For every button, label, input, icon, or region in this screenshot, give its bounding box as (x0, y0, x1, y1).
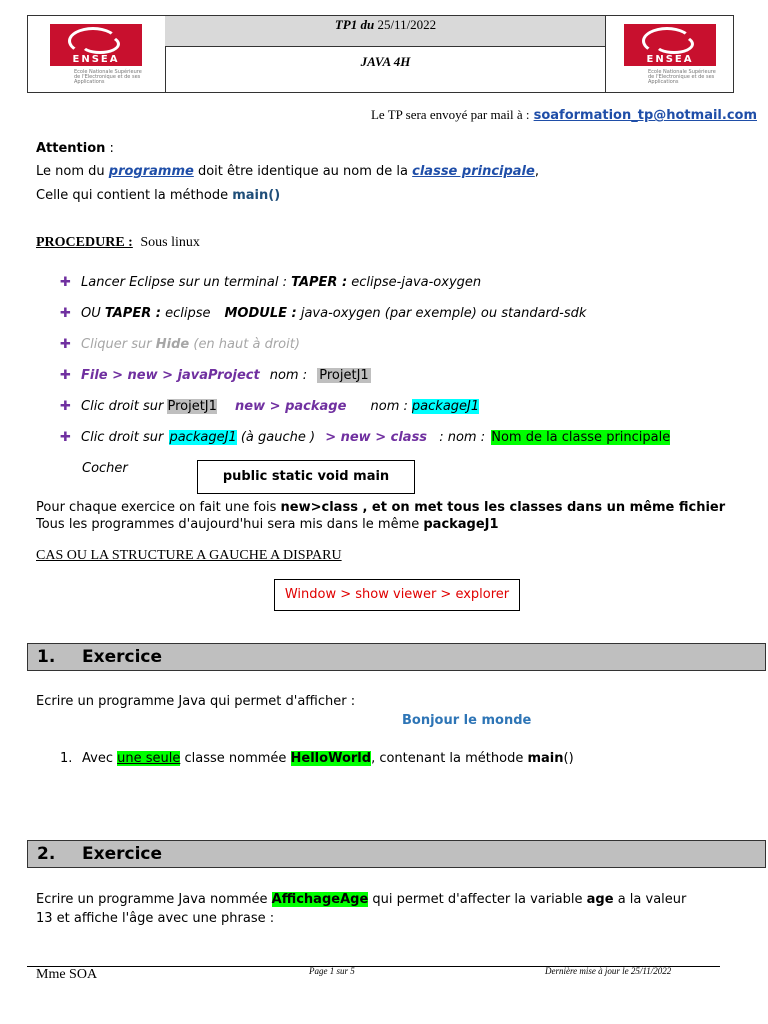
text: (en haut à droit) (189, 337, 300, 352)
bullet-icon: ✚ (60, 306, 71, 321)
text: Pour chaque exercice on fait une fois (36, 500, 281, 515)
ex1-item-number: 1. (60, 751, 73, 766)
text: Celle qui contient la méthode (36, 188, 233, 203)
text: Ecrire un programme Java nommée (36, 892, 272, 907)
mail-line (371, 107, 757, 123)
step-3 (81, 337, 300, 352)
text: Cliquer sur (81, 337, 156, 352)
text: () (563, 751, 574, 766)
classe-principale-link[interactable]: classe principale (412, 164, 535, 179)
programme-link[interactable]: programme (108, 164, 194, 179)
cocher-label: Cocher (82, 461, 128, 476)
text: Tous les programmes d'aujourd'hui sera mis dans le même (36, 517, 424, 532)
text: OU (81, 306, 105, 321)
procedure-title: PROCEDURE : (36, 235, 133, 250)
text: Avec (82, 751, 118, 766)
project-name: ProjetJ1 (319, 368, 369, 383)
highlight: une seule (117, 751, 181, 766)
logo-left-cell (28, 16, 166, 92)
text: Hide (155, 337, 190, 352)
step-2 (81, 306, 586, 321)
text: doit être identique au nom de la (193, 164, 413, 179)
class-name: Nom de la classe principale (491, 430, 671, 445)
bullet-icon: ✚ (60, 275, 71, 290)
tp-date: 25/11/2022 (377, 17, 437, 32)
attention-colon: : (105, 141, 114, 156)
logo-subtitle-right: Ecole Nationale Supérieure de l'Electronique et de ses Applications (648, 69, 716, 85)
logo-subtitle: Ecole Nationale Supérieure de l'Electronique et de ses Applications (74, 69, 142, 85)
text: TAPER : (104, 306, 161, 321)
text: (à gauche ) (236, 430, 316, 445)
footer-updated: Dernière mise à jour le 25/11/2022 (545, 966, 672, 976)
bullet-icon: ✚ (60, 337, 71, 352)
step-5 (81, 399, 479, 414)
text: a la valeur (613, 892, 687, 907)
logo-right-cell (605, 16, 733, 92)
note-1 (36, 500, 725, 515)
text: age (586, 892, 614, 907)
text: , contenant la méthode (371, 751, 528, 766)
attention-heading (36, 141, 114, 156)
text: java-oxygen (par exemple) ou standard-sdk (296, 306, 587, 321)
bullet-icon: ✚ (60, 399, 71, 414)
text: nom : (269, 368, 308, 383)
text: TAPER : (291, 275, 348, 290)
exercise-2-header (27, 840, 766, 868)
section-title: Exercice (82, 647, 163, 667)
mail-link[interactable]: soaformation_tp@hotmail.com (533, 108, 757, 123)
attention-line-2 (36, 188, 280, 203)
logo-text: ENSEA (72, 54, 120, 65)
procedure-heading (36, 235, 200, 251)
tp-prefix: TP1 du (334, 17, 375, 32)
section-title: Exercice (82, 844, 163, 864)
text: MODULE : (224, 306, 297, 321)
class-name: HelloWorld (290, 751, 372, 766)
text: classe nommée (180, 751, 291, 766)
ensea-logo-right (624, 24, 716, 66)
ensea-logo (50, 24, 142, 66)
footer-author: Mme SOA (36, 967, 98, 982)
text: nom : (370, 399, 408, 414)
step-4 (81, 368, 371, 383)
text: packageJ1 (423, 517, 499, 532)
step-6 (81, 430, 670, 445)
explorer-menu-path-box: Window > show viewer > explorer (274, 579, 520, 611)
mail-label: Le TP sera envoyé par mail à : (370, 107, 530, 122)
course-title: JAVA 4H (360, 54, 411, 69)
menu-path: new > package (235, 399, 347, 414)
main-checkbox-box: public static void main (197, 460, 415, 494)
header-table (27, 15, 734, 93)
note-2 (36, 517, 499, 532)
text: Clic droit sur (81, 430, 168, 445)
ex1-item-1 (82, 751, 574, 766)
text: eclipse (160, 306, 211, 321)
text: eclipse-java-oxygen (347, 275, 482, 290)
exercise-1-header (27, 643, 766, 671)
class-name: AffichageAge (271, 892, 369, 907)
section-number: 1. (37, 647, 56, 667)
text: Lancer Eclipse sur un terminal : (81, 275, 292, 290)
footer-page: Page 1 sur 5 (309, 966, 355, 976)
ex2-text-line-2: 13 et affiche l'âge avec une phrase : (36, 911, 275, 926)
procedure-subtitle: Sous linux (140, 235, 200, 250)
ex1-output: Bonjour le monde (402, 713, 532, 728)
text: main (527, 751, 564, 766)
text: Le nom du (36, 164, 109, 179)
ex2-text-line-1 (36, 892, 764, 907)
tp-date-cell (165, 16, 606, 47)
text: Clic droit sur (81, 399, 168, 414)
package-name: packageJ1 (411, 399, 480, 414)
text: , (534, 164, 539, 179)
text: new>class , et on met tous les classes dans un même fichier (280, 500, 726, 515)
cas-heading: CAS OU LA STRUCTURE A GAUCHE A DISPARU (36, 548, 342, 563)
menu-path: File > new > javaProject (81, 368, 260, 383)
section-number: 2. (37, 844, 56, 864)
main-method-text: main() (232, 188, 281, 203)
step-1 (81, 275, 481, 290)
project-name: ProjetJ1 (167, 399, 217, 414)
menu-path: > new > class (325, 430, 428, 445)
ex1-instruction: Ecrire un programme Java qui permet d'afficher : (36, 694, 356, 709)
logo-text-right: ENSEA (646, 54, 694, 65)
text: : nom : (439, 430, 486, 445)
attention-title: Attention (36, 141, 106, 156)
attention-line-1 (36, 164, 539, 179)
bullet-icon: ✚ (60, 368, 71, 383)
package-name: packageJ1 (169, 430, 237, 445)
text: qui permet d'affecter la variable (368, 892, 587, 907)
bullet-icon: ✚ (60, 430, 71, 445)
